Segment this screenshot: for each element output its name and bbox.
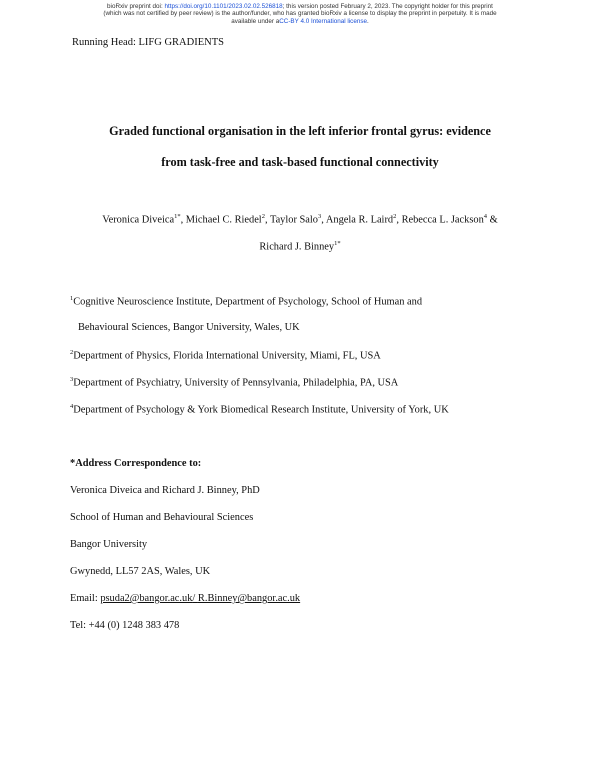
- author-name: Angela R. Laird: [325, 214, 394, 226]
- running-head: Running Head: LIFG GRADIENTS: [72, 37, 224, 48]
- banner-text: available under a: [231, 17, 280, 25]
- author-list-line-2: [40, 240, 560, 252]
- affiliation-3: [70, 376, 398, 388]
- banner-text: ; this version posted February 2, 2023. The copyright holder for this preprint: [282, 3, 493, 10]
- affiliation-text: Department of Psychology & York Biomedical Research Institute, University of York, UK: [73, 404, 449, 416]
- author-amp: &: [487, 214, 498, 226]
- author-name: Michael C. Riedel: [185, 214, 262, 226]
- correspondence-email: [70, 593, 300, 604]
- author-list-line-1: [40, 213, 560, 225]
- doi-link[interactable]: https://doi.org/10.1101/2023.02.02.526818: [164, 3, 283, 10]
- author-affil-sup: 4: [483, 213, 488, 220]
- email-label: Email:: [70, 593, 101, 604]
- preprint-banner: [0, 3, 600, 25]
- paper-title-line-1: Graded functional organisation in the left inferior frontal gyrus: evidence: [109, 124, 491, 138]
- banner-line-2: (which was not certified by peer review) is the author/funder, who has granted bioRxiv a license to display the preprint in perpetuity. It is made: [103, 10, 497, 18]
- affiliation-text: Department of Psychiatry, University of Pennsylvania, Philadelphia, PA, USA: [73, 377, 399, 389]
- affiliation-1-cont: Behavioural Sciences, Bangor University, Wales, UK: [78, 322, 300, 333]
- author-name: Richard J. Binney: [259, 241, 335, 253]
- affiliation-text: Department of Physics, Florida International University, Miami, FL, USA: [73, 350, 381, 362]
- affiliation-num: 2: [70, 349, 74, 356]
- author-sep: ,: [264, 214, 270, 226]
- correspondence-school: School of Human and Behavioural Sciences: [70, 512, 254, 523]
- correspondence-university: Bangor University: [70, 539, 148, 550]
- correspondence-address: Gwynedd, LL57 2AS, Wales, UK: [70, 566, 211, 577]
- correspondence-tel: Tel: +44 (0) 1248 383 478: [70, 620, 180, 631]
- banner-line-1: [0, 3, 600, 10]
- author-affil-sup: 1*: [174, 213, 181, 220]
- affiliation-2: [70, 349, 381, 361]
- email-link-2[interactable]: R.Binney@bangor.ac.uk: [197, 593, 301, 604]
- author-name: Veronica Diveica: [102, 214, 175, 226]
- author-affil-sup: 3: [318, 213, 322, 220]
- email-link-1[interactable]: psuda2@bangor.ac.uk: [100, 593, 193, 604]
- author-sep: ,: [180, 214, 186, 226]
- author-affil-sup: 2: [393, 213, 397, 220]
- affiliation-text: Cognitive Neuroscience Institute, Department of Psychology, School of Human and: [73, 296, 423, 308]
- email-separator: /: [192, 593, 198, 604]
- banner-line-3: [0, 18, 600, 25]
- author-affil-sup: 2: [261, 213, 265, 220]
- paper-title-line-2: from task-free and task-based functional connectivity: [161, 155, 439, 169]
- license-link[interactable]: CC-BY 4.0 International license: [279, 17, 367, 25]
- author-name: Rebecca L. Jackson: [401, 214, 484, 226]
- author-sep: ,: [396, 214, 402, 226]
- affiliation-1: [70, 295, 422, 307]
- affiliation-num: 3: [70, 376, 74, 383]
- banner-text: bioRxiv preprint doi:: [107, 3, 165, 10]
- affiliation-4: [70, 403, 449, 415]
- author-affil-sup: 1*: [334, 240, 341, 247]
- affiliation-num: 1: [70, 295, 74, 302]
- author-sep: ,: [321, 214, 326, 226]
- banner-text: .: [366, 17, 369, 25]
- affiliation-num: 4: [70, 403, 74, 410]
- author-name: Taylor Salo: [269, 214, 318, 226]
- correspondence-names: Veronica Diveica and Richard J. Binney, PhD: [70, 485, 260, 496]
- correspondence-heading: *Address Correspondence to:: [70, 458, 202, 469]
